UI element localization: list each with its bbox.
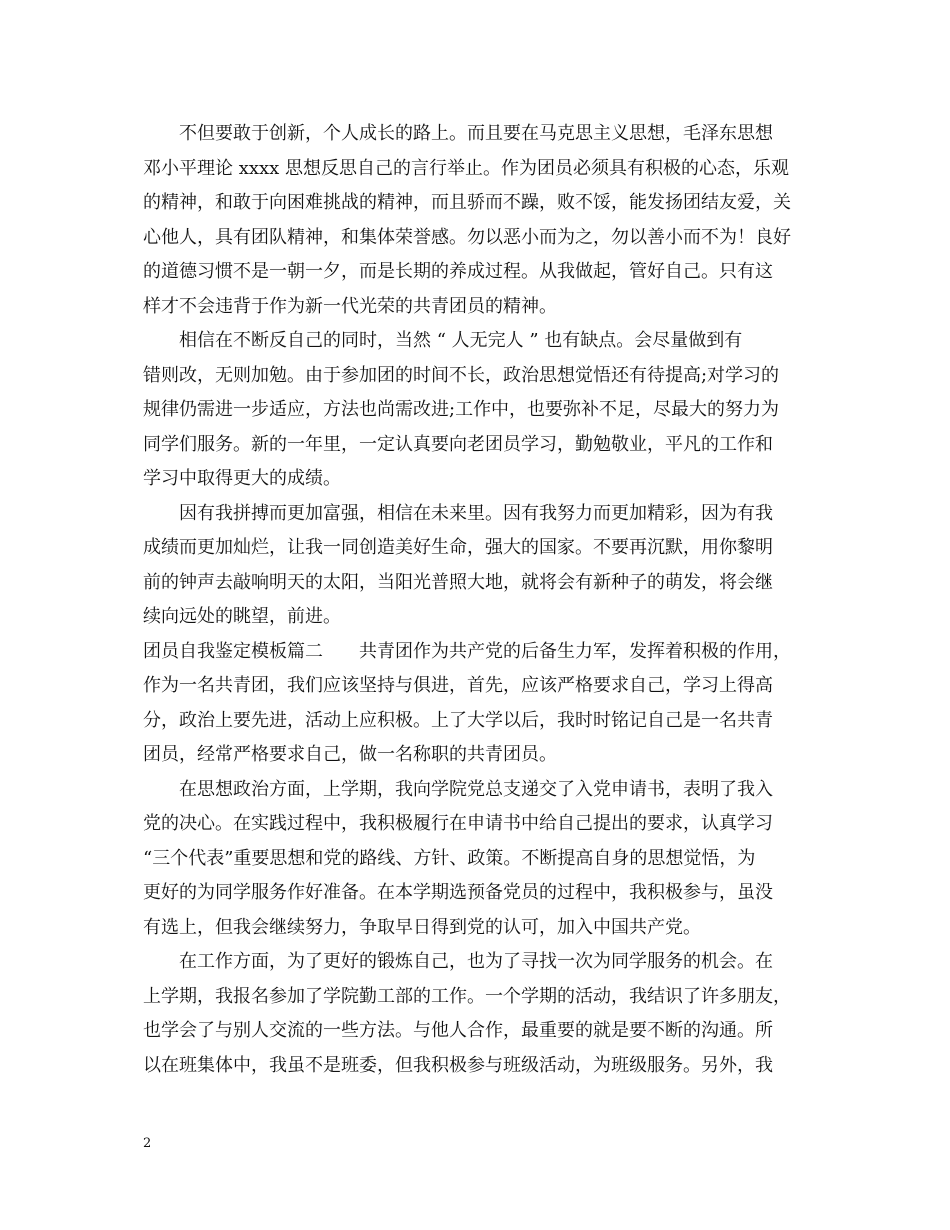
text-line: 也学会了与别人交流的一些方法。与他人合作，最重要的就是要不断的沟通。所	[143, 1020, 773, 1041]
section-heading-line: 团员自我鉴定模板篇二 共青团作为共产党的后备生力军，发挥着积极的作用，	[143, 640, 791, 662]
text-line: 以在班集体中，我虽不是班委，但我积极参与班级活动，为班级服务。另外，我	[143, 1054, 773, 1076]
text-line: 作为一名共青团，我们应该坚持与俱进，首先，应该严格要求自己，学习上得高	[143, 675, 773, 696]
text-line: 更好的为同学服务作好准备。在本学期选预备党员的过程中，我积极参与，虽没	[143, 882, 773, 903]
text-line: 团员，经常严格要求自己，做一名称职的共青团员。	[143, 744, 557, 765]
text-line: 因有我拼搏而更加富强，相信在未来里。因有我努力而更加精彩，因为有我	[143, 502, 773, 524]
text-line: 有选上，但我会继续努力，争取早日得到党的认可，加入中国共产党。	[143, 916, 701, 938]
text-line: 规律仍需进一步适应，方法也尚需改进;工作中，也要弥补不足，尽最大的努力为	[143, 399, 780, 420]
text-line: 在工作方面，为了更好的锻炼自己，也为了寻找一次为同学服务的机会。在	[143, 951, 773, 972]
text-line: 的精神，和敢于向困难挑战的精神，而且骄而不躁，败不馁，能发扬团结友爱，关	[143, 192, 791, 213]
text-line: 续向远处的眺望，前进。	[143, 606, 341, 627]
text-line: 心他人，具有团队精神，和集体荣誉感。勿以恶小而为之，勿以善小而不为！良好	[143, 226, 791, 248]
text-line: “三个代表”重要思想和党的路线、方针、政策。不断提高自身的思想觉悟，为	[143, 847, 756, 869]
page-number: 2	[143, 1136, 152, 1151]
text-line: 样才不会违背于作为新一代光荣的共青团员的精神。	[143, 295, 557, 317]
text-line: 党的决心。在实践过程中，我积极履行在申请书中给自己提出的要求，认真学习	[143, 813, 773, 834]
text-line: 上学期，我报名参加了学院勤工部的工作。一个学期的活动，我结识了许多朋友，	[143, 985, 791, 1007]
document-body	[143, 117, 823, 1083]
text-line: 同学们服务。新的一年里，一定认真要向老团员学习，勤勉敬业，平凡的工作和	[143, 433, 773, 455]
text-line: 不但要敢于创新，个人成长的路上。而且要在马克思主义思想，毛泽东思想	[143, 123, 773, 144]
text-line: 在思想政治方面，上学期，我向学院党总支递交了入党申请书，表明了我入	[143, 778, 773, 800]
text-line: 分，政治上要先进，活动上应积极。上了大学以后，我时时铭记自己是一名共青	[143, 709, 773, 731]
text-line: 的道德习惯不是一朝一夕，而是长期的养成过程。从我做起，管好自己。只有这	[143, 261, 773, 282]
text-line: 邓小平理论 xxxx 思想反思自己的言行举止。作为团员必须具有积极的心态，乐观	[143, 157, 790, 179]
text-line: 学习中取得更大的成绩。	[143, 468, 341, 489]
text-line: 相信在不断反自己的同时，当然 “ 人无完人 ” 也有缺点。会尽量做到有	[143, 330, 743, 351]
text-line: 前的钟声去敲响明天的太阳，当阳光普照大地，就将会有新种子的萌发，将会继	[143, 571, 773, 593]
text-line: 错则改，无则加勉。由于参加团的时间不长，政治思想觉悟还有待提高;对学习的	[143, 364, 780, 386]
text-line: 成绩而更加灿烂，让我一同创造美好生命，强大的国家。不要再沉默，用你黎明	[143, 537, 773, 558]
